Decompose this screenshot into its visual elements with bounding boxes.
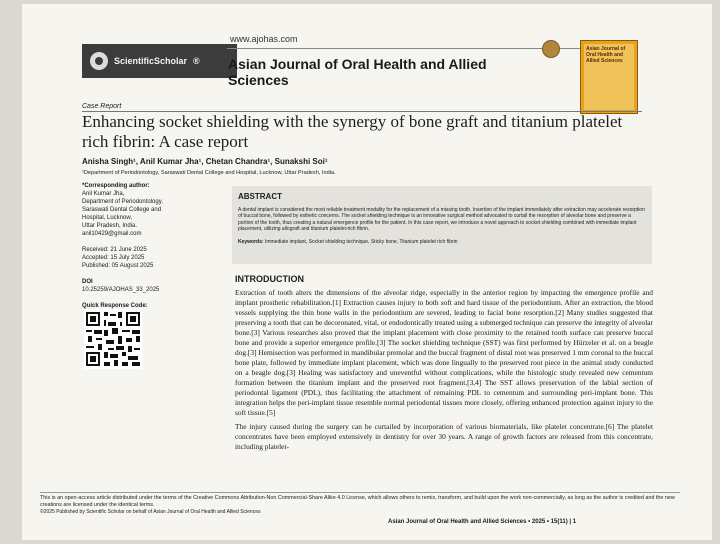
doi-label: DOI: [82, 279, 93, 285]
corresponding-author-line: Saraswati Dental College and: [82, 207, 162, 213]
author-affiliation: ¹Department of Periodontology, Saraswati Dental College and Hospital, Lucknow, Uttar Pradesh, India.: [82, 170, 336, 176]
abstract-keywords: [238, 239, 646, 245]
abstract-heading: ABSTRACT: [238, 192, 282, 201]
introduction-body: [235, 288, 653, 456]
journal-title: Asian Journal of Oral Health and Allied Sciences: [228, 56, 487, 88]
qr-code-label: Quick Response Code:: [82, 303, 148, 309]
corresponding-author-line: Uttar Pradesh, India.: [82, 223, 138, 229]
received-date: Received: 21 June 2025: [82, 247, 147, 253]
author-list: Anisha Singh¹, Anil Kumar Jha¹, Chetan Chandra¹, Sunakshi Soi¹: [82, 157, 328, 166]
article-title: Enhancing socket shielding with the synergy of bone graft and titanium platelet rich fibrin: A case report: [82, 112, 623, 151]
corresponding-author-email[interactable]: anil10429@gmail.com: [82, 231, 142, 237]
journal-emblem-icon: [542, 40, 560, 58]
publisher-note: ©2025 Published by Scientific Scholar on behalf of Asian Journal of Oral Health and Allied Sciences: [40, 509, 261, 515]
article-sidebar: [82, 182, 222, 310]
qr-code-image[interactable]: [84, 309, 142, 369]
journal-cover-title: Asian Journal of Oral Health and Allied Sciences: [584, 44, 634, 110]
keywords-label: Keywords:: [238, 238, 264, 245]
article-type: Case Report: [82, 103, 122, 110]
abstract-panel: [232, 186, 652, 264]
footer-divider: [40, 492, 680, 493]
publisher-logo-mark: ®: [193, 56, 200, 66]
article-page: [22, 4, 712, 540]
publisher-logo-icon: [90, 52, 108, 70]
corresponding-author-label: *Corresponding author:: [82, 183, 150, 189]
journal-cover-image: [580, 40, 638, 114]
journal-url[interactable]: www.ajohas.com: [230, 34, 298, 44]
page-footer-citation: Asian Journal of Oral Health and Allied Sciences • 2025 • 15(11) | 1: [388, 519, 577, 525]
license-note: This is an open-access article distributed under the terms of the Creative Commons Attribution-Non Commercial-Share Alike 4.0 License, which allows others to remix, transform, and build upon the work non-commercially, as long as the author is credited and the new creations are licensed under the identical terms.: [40, 495, 675, 508]
doi-value[interactable]: 10.25259/AJOHAS_33_2025: [82, 287, 160, 293]
introduction-paragraph: Extraction of tooth alters the dimensions of the alveolar ridge, especially in the anterior region by impacting the emergence profile and implant prosthetic rehabilitation.[1] Extraction causes injury to both soft and hard tissue of the periodontium. After an extraction, the blood vessels supplying the thin bone walls in the periodontium are severed, leading to facial bone resorption.[2] Many studies suggested that preserving a tooth that can be decoronated, vital, or endodontically treated using a submerged technique can preserve the integrity of alveolar bone.[3] Various researches also proved that the implant placement with close proximity to the retained tooth surface can preserve buccal bone and provide a superior emergence profile.[3] The socket shielding technique (SST) was first performed by Hürzeler et al. on a beagle dog.[3] Hemisection was performed in mandibular premolar and the buccal fragment of distal root was preserved 1 mm coronal to the buccal bone plate, followed by immediate implant placement, which was done lingually to the preserved root piece in the animal study conducted on a beagle dog.[3] Healing was satisfactory and uneventful without complications, while the histologic study revealed new cementum formation between the titanium implant and the preserved root fragment.[3,4] The SST allows preservation of the labial section of periodontal ligament (PDL), thus facilitating the attachment of remaining PDL to cementum and surrounding peri-implant bone. This integration helps the peri-implant tissue resemble normal periodontal tissues more closely, offering enhanced protection against injury to the soft tissue.[5]: [235, 288, 653, 417]
keywords-list: Immediate implant, Socket shielding technique, Sticky bone, Titanium platelet rich fibrin: [264, 238, 458, 245]
publisher-logo-text: ScientificScholar: [114, 56, 188, 66]
introduction-heading: INTRODUCTION: [235, 274, 304, 284]
introduction-paragraph: The injury caused during the surgery can be curtailed by incorporation of various biomaterials, like platelet concentrate.[6] The platelet concentrates have been employed extensively in dentistry for over 30 years. A range of growth factors are released from this concentrate, including platelet-: [235, 422, 653, 451]
corresponding-author-line: Department of Periodontology,: [82, 199, 163, 205]
corresponding-author-line: Hospital, Lucknow,: [82, 215, 133, 221]
abstract-text: A dental implant is considered the most reliable treatment modality for the replacement of a missing tooth. Insertion of the implant immediately after extraction may accelerate resorption of buccal bone, followed by esthetic concerns. The socket shielding technique is an innovative surgical method advocated to curtail the resorption of alveolar bone and preserve a portion of the tooth, thus creating a natural emergence profile for the patient. In this case report, we introduce a novel approach to socket shielding combined with immediate implant placement, utilizing allograft and titanium platelet-rich fibrin.: [238, 207, 645, 233]
accepted-date: Accepted: 15 July 2025: [82, 255, 145, 261]
publisher-logo: [82, 44, 237, 78]
published-date: Published: 05 August 2025: [82, 263, 154, 269]
corresponding-author-line: Anil Kumar Jha,: [82, 191, 125, 197]
